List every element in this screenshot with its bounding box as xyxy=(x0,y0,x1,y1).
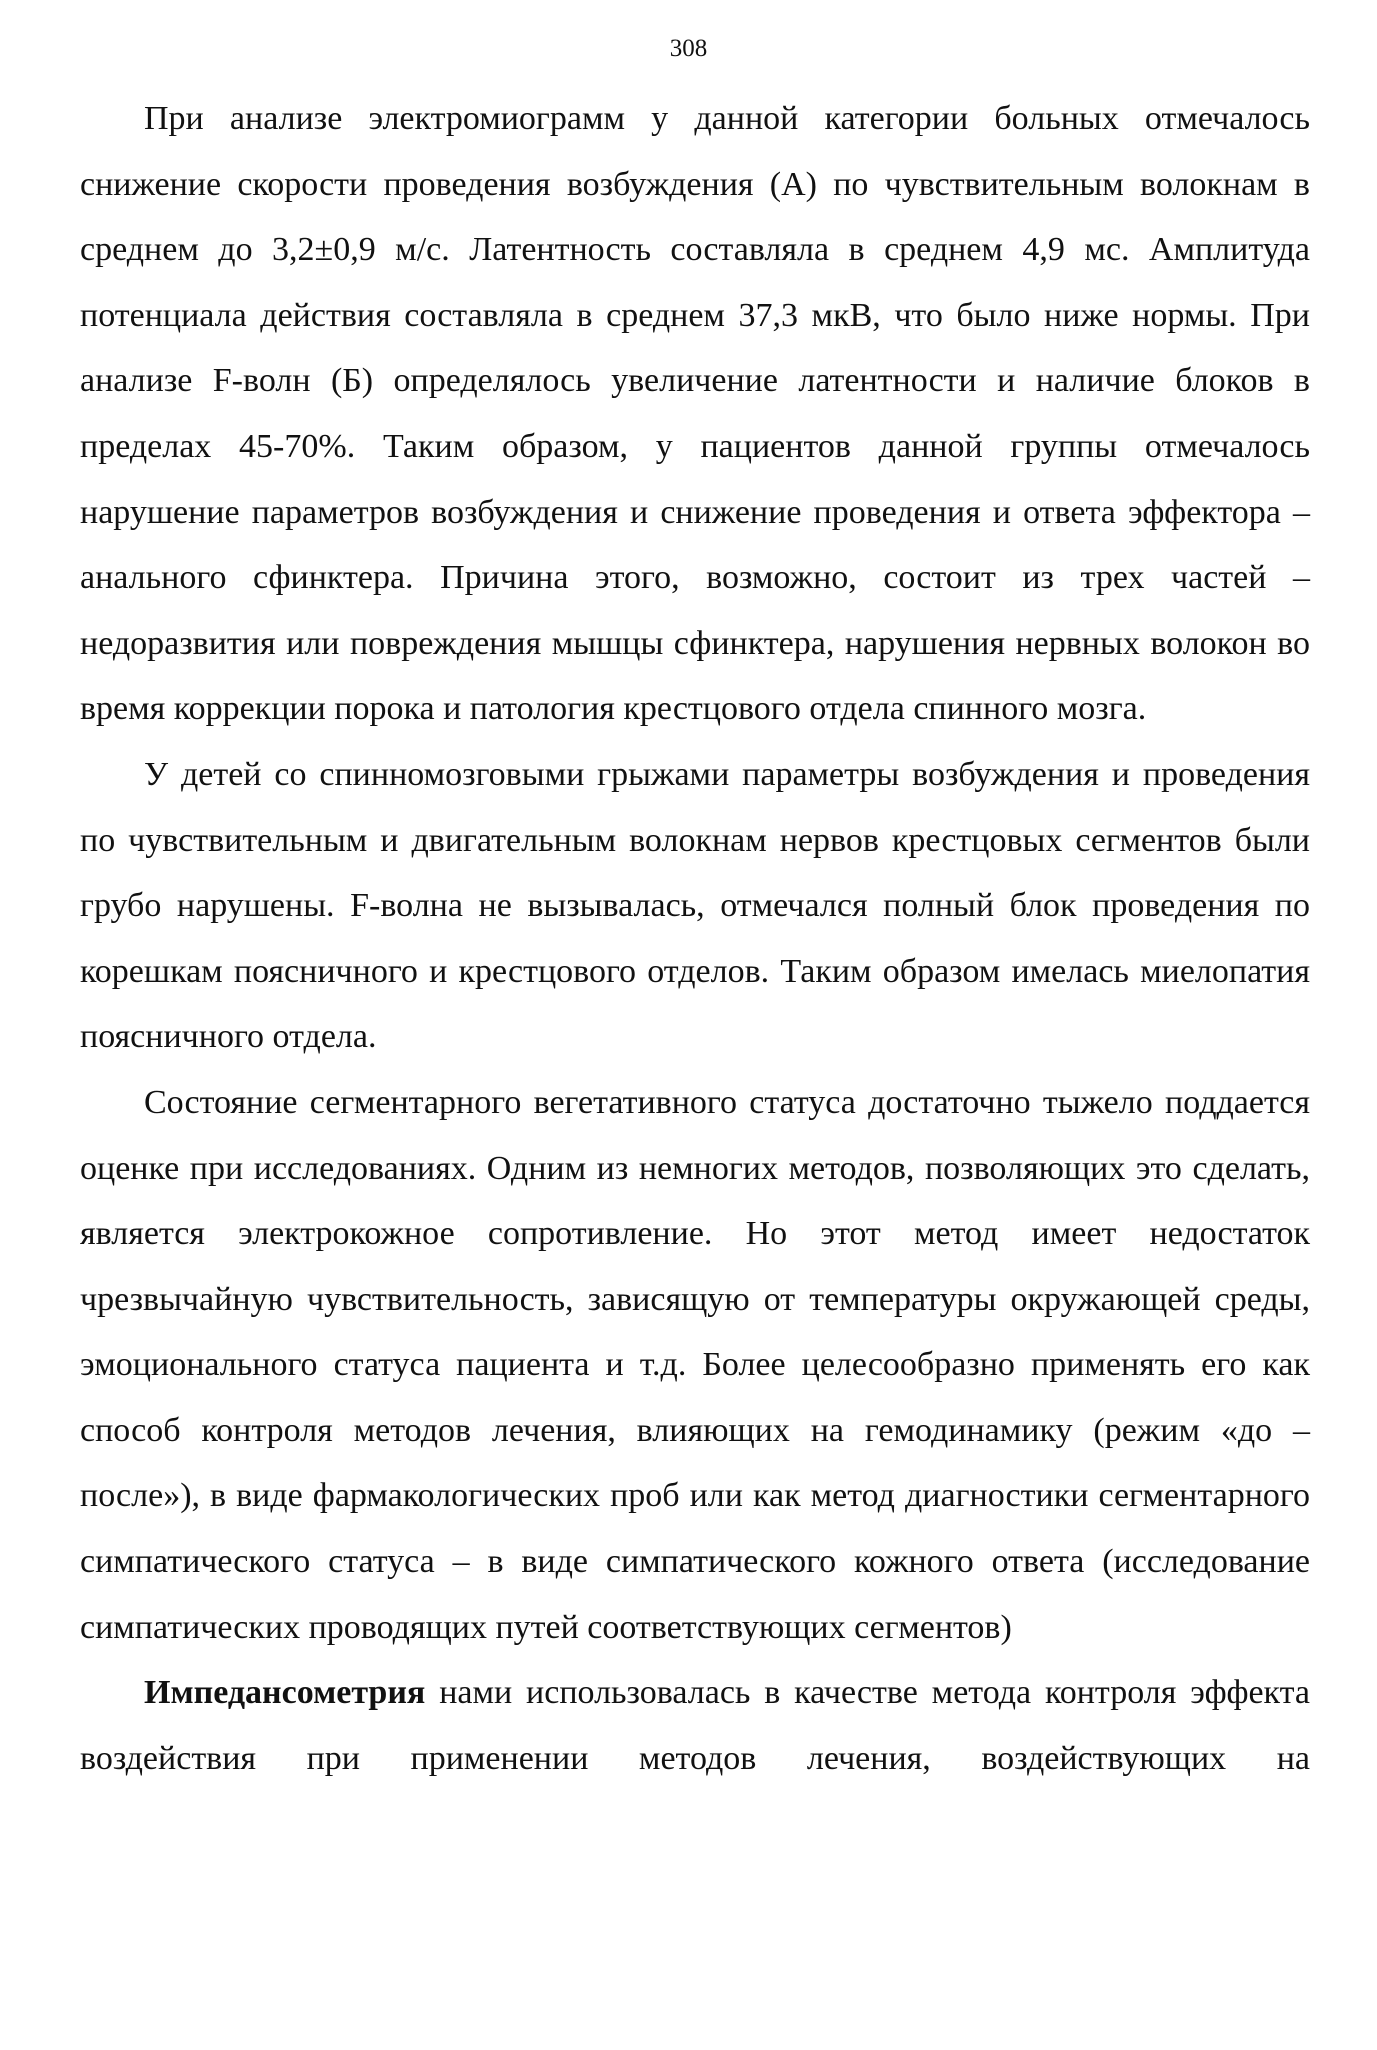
body-text xyxy=(80,86,1310,1791)
paragraph-emg-findings: При анализе электромиограмм у данной категории больных отмечалось снижение скорости проведения возбуждения (А) по чувствительным волокнам в среднем до 3,2±0,9 м/с. Латентность составляла в среднем 4,9 мс. Амплитуда потенциала действия составляла в среднем 37,3 мкВ, что было ниже нормы. При анализе F-волн (Б) определялось увеличение латентности и наличие блоков в пределах 45-70%. Таким образом, у пациентов данной группы отмечалось нарушение параметров возбуждения и снижение проведения и ответа эффектора – анального сфинктера. Причина этого, возможно, состоит из трех частей – недоразвития или повреждения мышцы сфинктера, нарушения нервных волокон во время коррекции порока и патология крестцового отдела спинного мозга. xyxy=(80,100,1310,728)
paragraph-impedancemetry-text: нами использовалась в качестве метода контроля эффекта воздействия при применении методов лечения, воздействующих на xyxy=(80,1674,1310,1777)
paragraph-impedancemetry xyxy=(80,1660,1310,1791)
paragraph-spina-bifida: У детей со спинномозговыми грыжами параметры возбуждения и проведения по чувствительным и двигательным волокнам нервов крестцовых сегментов были грубо нарушены. F-волна не вызывалась, отмечался полный блок проведения по корешкам поясничного и крестцового отделов. Таким образом имелась миелопатия поясничного отдела. xyxy=(80,755,1310,1056)
paragraph-vegetative-status: Состояние сегментарного вегетативного статуса достаточно тыжело поддается оценке при исследованиях. Одним из немногих методов, позволяющих это сделать, является электрокожное сопротивление. Но этот метод имеет недостаток чрезвычайную чувствительность, зависящую от температуры окружающей среды, эмоционального статуса пациента и т.д. Более целесообразно применять его как способ контроля методов лечения, влияющих на гемодинамику (режим «до – после»), в виде фармакологических проб или как метод диагностики сегментарного симпатического статуса – в виде симпатического кожного ответа (исследование симпатических проводящих путей соответствующих сегментов) xyxy=(80,1083,1310,1646)
term-impedancemetry: Импедансометрия xyxy=(144,1674,426,1712)
page-number: 308 xyxy=(669,35,708,62)
